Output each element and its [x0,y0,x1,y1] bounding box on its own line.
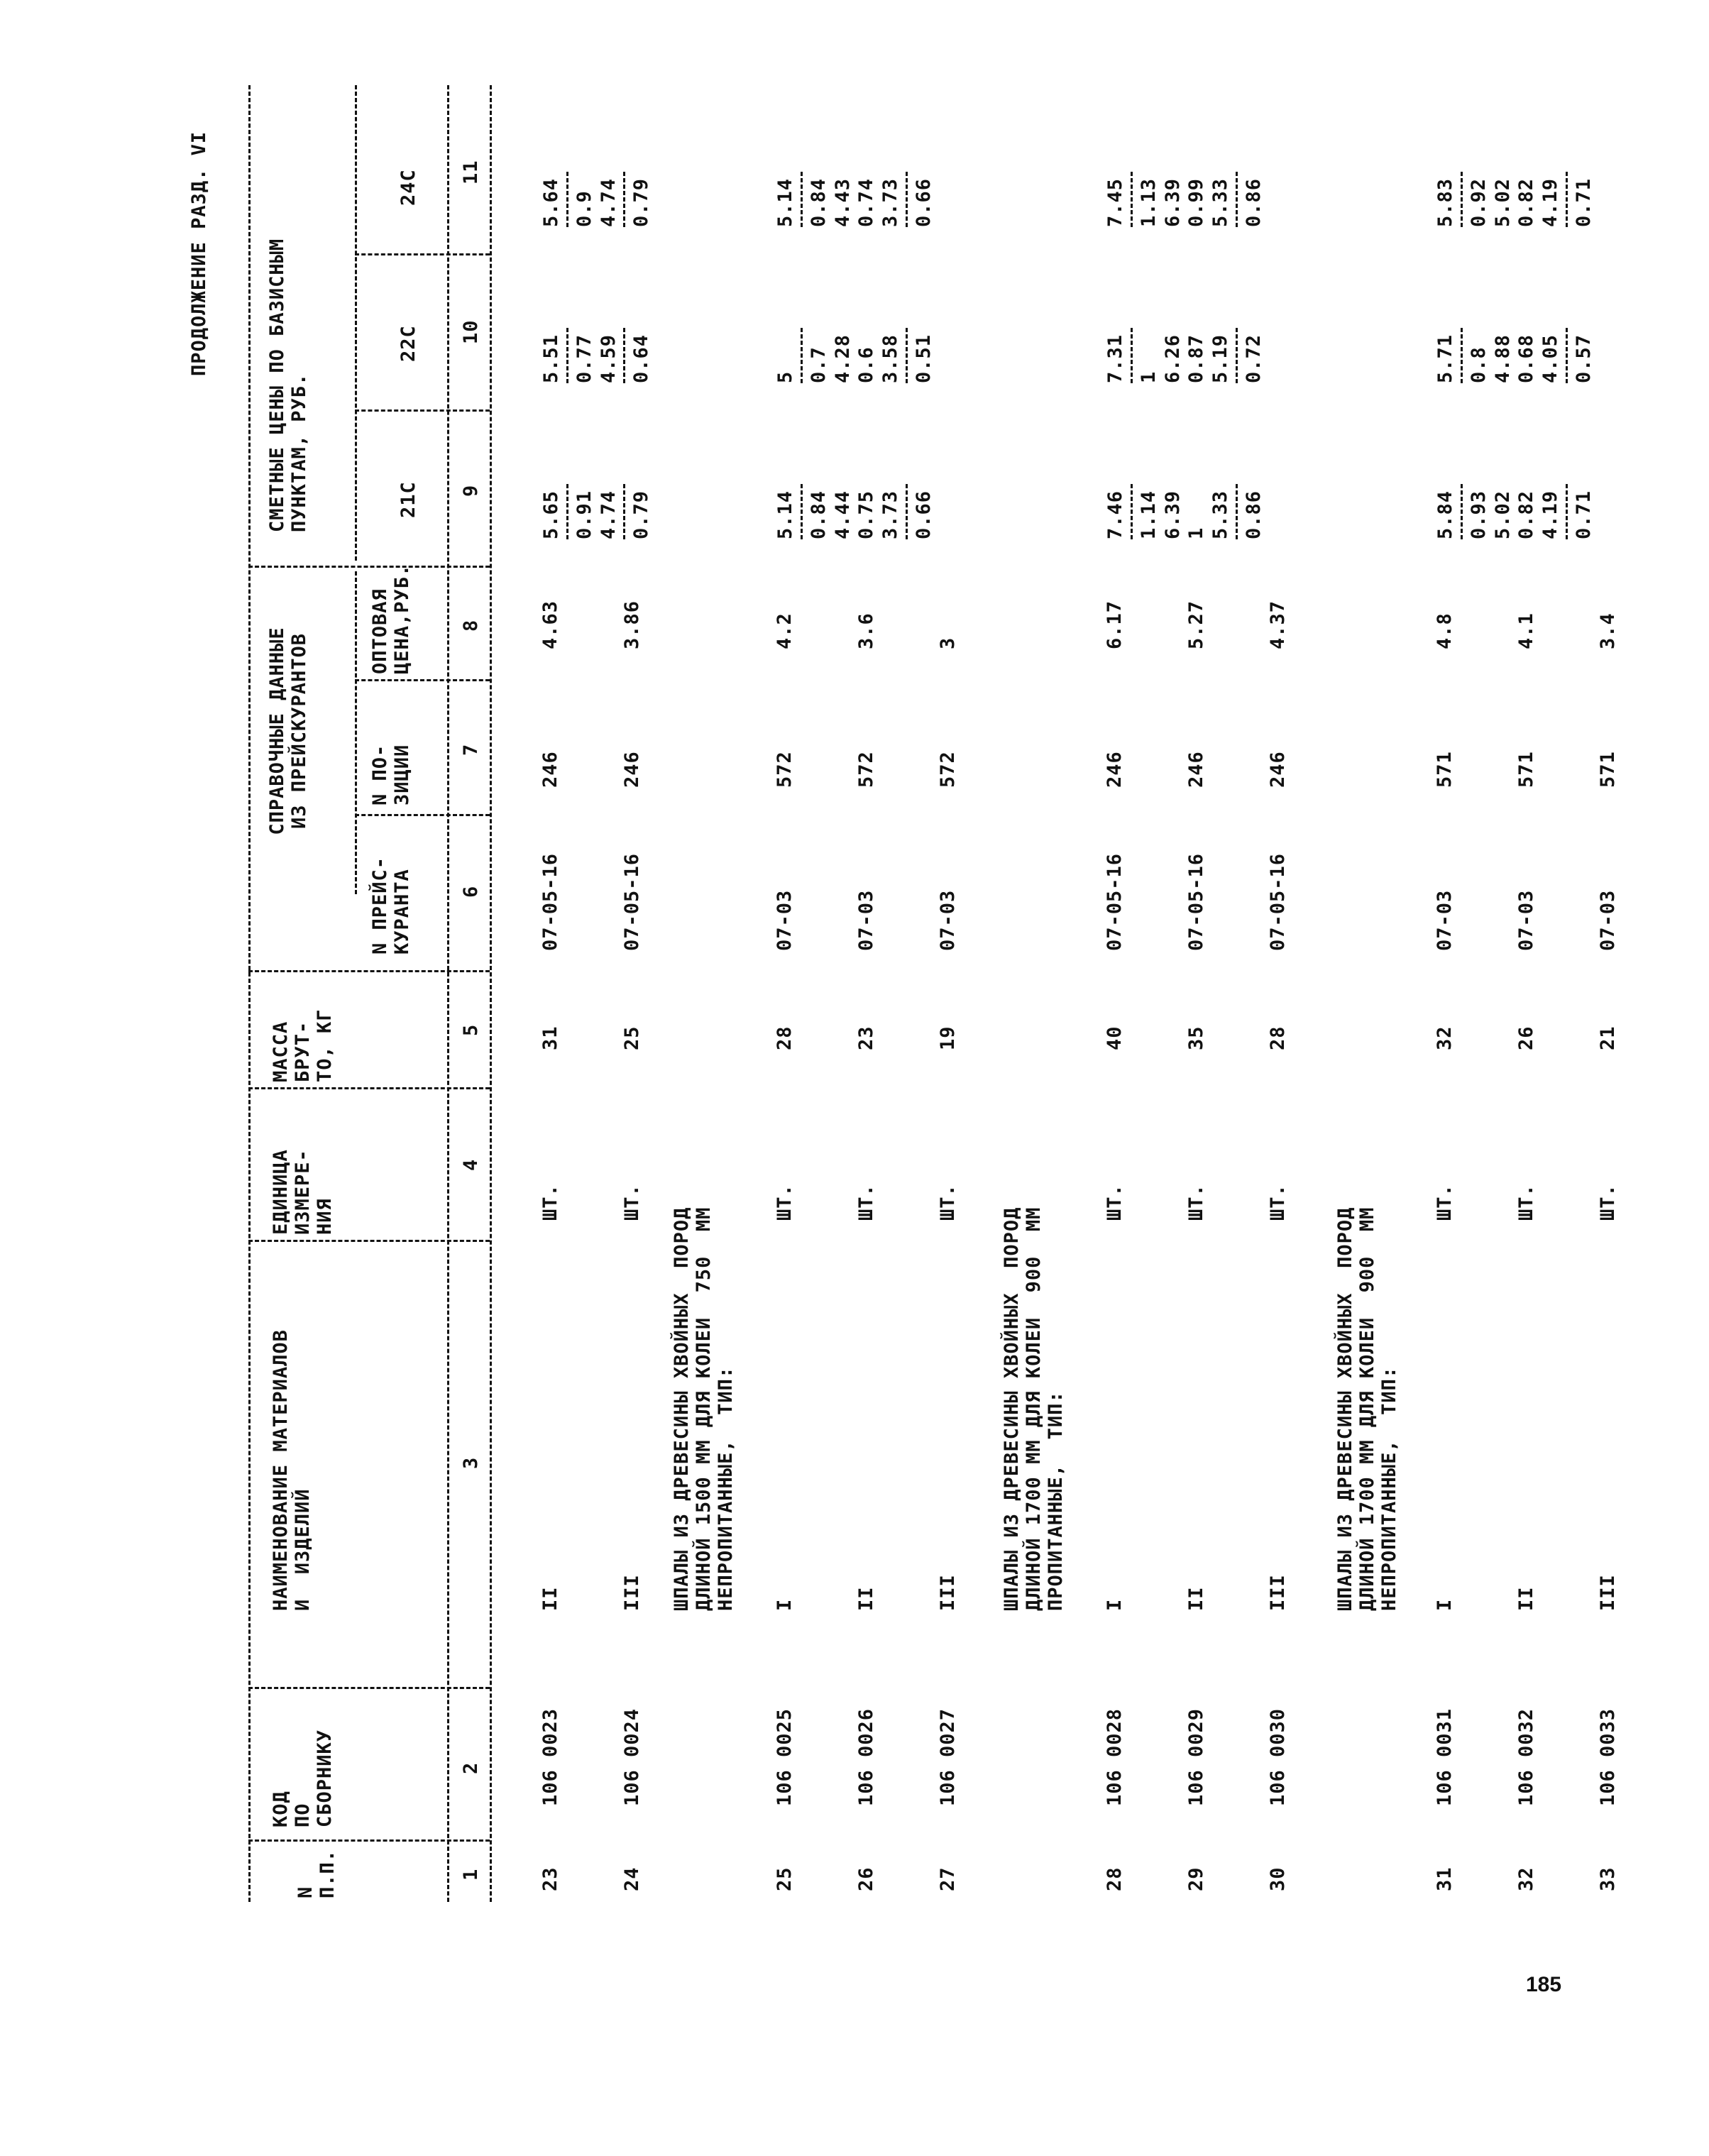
price-value: 6.39 [1161,177,1184,227]
price-separator [1461,484,1463,539]
row-wholesale-price: 4.63 [539,600,561,649]
price-separator [1566,328,1568,383]
price-separator [566,484,568,539]
price-value: 0.66 [912,177,935,227]
price-value: 0.6 [855,346,878,383]
row-position: 572 [774,751,796,788]
price-value: 0.93 [1467,490,1490,539]
price-value: 0.79 [630,490,653,539]
row-pricelist: 07-03 [1515,889,1537,951]
price-value: 0.87 [1185,334,1208,383]
price-value: 4.59 [597,334,620,383]
row-name: II [1515,1586,1537,1611]
row-code: 106 0023 [539,1707,561,1806]
col-sep-5 [248,970,490,972]
price-value: 5.65 [540,490,562,539]
col-sep-7 [355,679,490,681]
price-value: 0.92 [1467,177,1490,227]
price-value: 0.86 [1242,177,1265,227]
row-pricelist: 07-03 [937,889,959,951]
header-col-2: КОД ПО СБОРНИКУ [270,1729,336,1827]
col-num-7: 7 [460,743,482,756]
row-price-22c [774,305,936,383]
row-position: 571 [1434,751,1456,788]
row-number: 26 [855,1866,877,1891]
row-pricelist: 07-03 [1434,889,1456,951]
price-value: 4.43 [831,177,854,227]
price-value: 0.72 [1242,334,1265,383]
row-code: 106 0031 [1434,1707,1456,1806]
row-price-22c [1104,305,1266,383]
header-ref-group: СПРАВОЧНЫЕ ДАННЫЕ ИЗ ПРЕЙСКУРАНТОВ [266,627,311,835]
price-value: 0.68 [1515,334,1538,383]
price-value: 0.51 [912,334,935,383]
price-value: 5.33 [1209,490,1231,539]
price-value: 3.73 [879,490,901,539]
row-price-21c [539,461,654,539]
row-mass: 35 [1185,1025,1207,1050]
header-col-10: 22С [397,325,419,362]
row-unit: ШТ. [937,1184,959,1221]
price-value: 5.33 [1209,177,1231,227]
row-mass: 28 [774,1025,796,1050]
header-col-5: МАССА БРУТ- ТО, КГ [270,1008,336,1082]
row-number: 27 [937,1866,959,1891]
row-price-24c [774,149,936,227]
header-col-1: N П.П. [295,1849,339,1898]
price-separator [906,484,908,539]
price-separator [1131,484,1133,539]
price-value: 5.83 [1434,177,1456,227]
price-value: 0.71 [1572,490,1595,539]
price-separator [801,172,803,227]
col-num-3: 3 [460,1456,482,1469]
price-value: 7.46 [1104,490,1126,539]
price-value: 0.64 [630,334,653,383]
price-value: 5 [774,370,796,383]
row-code: 106 0028 [1104,1707,1126,1806]
row-code: 106 0033 [1597,1707,1619,1806]
price-separator [623,172,625,227]
row-code: 106 0027 [937,1707,959,1806]
header-col-11: 24С [397,169,419,206]
col-num-11: 11 [460,160,482,185]
row-mass: 25 [621,1025,643,1050]
row-pricelist: 07-03 [774,889,796,951]
row-price-22c [539,305,654,383]
ref-group-rule [355,571,357,894]
header-col-6: N ПРЕЙС- КУРАНТА [369,856,414,955]
table-header-rule [447,85,449,1902]
row-unit: ШТ. [539,1184,561,1221]
row-wholesale-price: 6.17 [1104,600,1126,649]
header-col-7: N ПО- ЗИЦИИ [369,744,414,805]
col-sep-2 [248,1687,490,1689]
price-value: 0.82 [1515,490,1538,539]
price-value: 0.57 [1572,334,1595,383]
price-separator [1461,172,1463,227]
col-sep-10 [355,253,490,255]
col-sep-6 [355,814,490,816]
price-value: 4.19 [1539,490,1561,539]
row-unit: ШТ. [1597,1184,1619,1221]
price-value: 0.66 [912,490,935,539]
page-number: 185 [1526,1973,1562,1996]
section-title-1: ШПАЛЫ ИЗ ДРЕВЕСИНЫ ХВОЙНЫХ ПОРОД ДЛИНОЙ 1500 ММ ДЛЯ КОЛЕИ 750 ММ НЕПРОПИТАННЫЕ, ТИП: [671,1206,737,1611]
col-num-2: 2 [460,1761,482,1774]
price-value: 4.28 [831,334,854,383]
row-wholesale-price: 3.86 [621,600,643,649]
price-separator [1131,172,1133,227]
row-code: 106 0024 [621,1707,643,1806]
price-value: 3.58 [879,334,901,383]
price-separator [1236,484,1238,539]
price-separator [906,172,908,227]
row-wholesale-price: 4.37 [1267,600,1289,649]
price-separator [623,484,625,539]
header-col-9: 21С [397,481,419,518]
row-unit: ШТ. [774,1184,796,1221]
col-num-9: 9 [460,484,482,497]
price-value: 0.9 [573,190,595,227]
row-price-24c [1104,149,1266,227]
table-top-rule [248,85,251,1902]
row-name: III [621,1574,643,1611]
header-col-4: ЕДИНИЦА ИЗМЕРЕ- НИЯ [270,1149,336,1235]
row-price-21c [1434,461,1596,539]
col-num-4: 4 [460,1158,482,1171]
price-value: 5.02 [1491,177,1514,227]
row-unit: ШТ. [621,1184,643,1221]
row-number: 31 [1434,1866,1456,1891]
price-value: 4.74 [597,490,620,539]
price-value: 1.14 [1137,490,1160,539]
col-num-8: 8 [460,619,482,632]
price-value: 0.82 [1515,177,1538,227]
row-unit: ШТ. [1267,1184,1289,1221]
row-wholesale-price: 3 [937,637,959,649]
row-mass: 26 [1515,1025,1537,1050]
row-name: III [937,1574,959,1611]
row-pricelist: 07-05-16 [621,852,643,951]
price-value: 0.75 [855,490,878,539]
price-value: 0.86 [1242,490,1265,539]
row-code: 106 0025 [774,1707,796,1806]
row-pricelist: 07-05-16 [1104,852,1126,951]
price-value: 6.26 [1161,334,1184,383]
section-title-3: ШПАЛЫ ИЗ ДРЕВЕСИНЫ ХВОЙНЫХ ПОРОД ДЛИНОЙ 1700 ММ ДЛЯ КОЛЕИ 900 ММ НЕПРОПИТАННЫЕ, ТИП: [1334,1206,1401,1611]
price-separator [1131,328,1133,383]
header-col-8: ОПТОВАЯ ЦЕНА,РУБ. [369,563,414,674]
col-sep-9 [355,409,490,412]
col-num-1: 1 [460,1868,482,1881]
price-separator [566,328,568,383]
row-pricelist: 07-05-16 [539,852,561,951]
price-value: 1 [1137,370,1160,383]
row-position: 572 [855,751,877,788]
row-unit: ШТ. [1104,1184,1126,1221]
row-number: 24 [621,1866,643,1891]
price-value: 0.84 [807,177,830,227]
row-code: 106 0029 [1185,1707,1207,1806]
price-separator [566,172,568,227]
price-separator [906,328,908,383]
price-separator [1566,484,1568,539]
row-pricelist: 07-03 [855,889,877,951]
row-price-22c [1434,305,1596,383]
row-pricelist: 07-03 [1597,889,1619,951]
row-mass: 19 [937,1025,959,1050]
price-value: 0.74 [855,177,878,227]
col-num-6: 6 [460,885,482,898]
row-name: II [855,1586,877,1611]
price-value: 0.7 [807,346,830,383]
row-price-24c [1434,149,1596,227]
price-value: 4.44 [831,490,854,539]
row-unit: ШТ. [855,1184,877,1221]
price-value: 7.45 [1104,177,1126,227]
row-pricelist: 07-05-16 [1185,852,1207,951]
price-value: 4.05 [1539,334,1561,383]
row-price-24c [539,149,654,227]
row-code: 106 0032 [1515,1707,1537,1806]
price-value: 1.13 [1137,177,1160,227]
price-value: 0.99 [1185,177,1208,227]
price-value: 5.02 [1491,490,1514,539]
table-numbering-rule [490,85,492,1902]
row-unit: ШТ. [1185,1184,1207,1221]
row-name: III [1597,1574,1619,1611]
row-position: 246 [1185,751,1207,788]
row-mass: 23 [855,1025,877,1050]
price-value: 6.39 [1161,490,1184,539]
page-header: ПРОДОЛЖЕНИЕ РАЗД. VI [188,131,210,376]
row-position: 572 [937,751,959,788]
row-mass: 31 [539,1025,561,1050]
row-position: 246 [1104,751,1126,788]
row-mass: 28 [1267,1025,1289,1050]
row-number: 29 [1185,1866,1207,1891]
price-value: 0.91 [573,490,595,539]
row-name: I [1104,1598,1126,1611]
price-value: 4.19 [1539,177,1561,227]
price-separator [801,484,803,539]
price-separator [1566,172,1568,227]
price-value: 0.84 [807,490,830,539]
col-sep-4 [248,1087,490,1089]
row-mass: 40 [1104,1025,1126,1050]
price-value: 5.71 [1434,334,1456,383]
price-value: 0.77 [573,334,595,383]
row-code: 106 0030 [1267,1707,1289,1806]
row-price-21c [774,461,936,539]
col-num-5: 5 [460,1023,482,1036]
price-value: 4.74 [597,177,620,227]
price-separator [623,328,625,383]
row-number: 30 [1267,1866,1289,1891]
header-col-3: НАИМЕНОВАНИЕ МАТЕРИАЛОВ И ИЗДЕЛИЙ [270,1329,314,1611]
row-wholesale-price: 5.27 [1185,600,1207,649]
row-wholesale-price: 4.8 [1434,612,1456,649]
row-wholesale-price: 3.6 [855,612,877,649]
row-name: II [539,1586,561,1611]
price-separator [801,328,803,383]
row-name: I [1434,1598,1456,1611]
price-group-rule [355,85,357,561]
col-sep-3 [248,1240,490,1242]
price-value: 5.19 [1209,334,1231,383]
price-separator [1461,328,1463,383]
row-number: 32 [1515,1866,1537,1891]
price-value: 0.71 [1572,177,1595,227]
price-value: 1 [1185,527,1208,539]
row-unit: ШТ. [1515,1184,1537,1221]
price-value: 5.14 [774,177,796,227]
price-value: 7.31 [1104,334,1126,383]
price-value: 5.51 [540,334,562,383]
row-position: 246 [621,751,643,788]
row-mass: 21 [1597,1025,1619,1050]
row-position: 571 [1597,751,1619,788]
row-number: 33 [1597,1866,1619,1891]
row-position: 571 [1515,751,1537,788]
row-name: I [774,1598,796,1611]
section-title-2: ШПАЛЫ ИЗ ДРЕВЕСИНЫ ХВОЙНЫХ ПОРОД ДЛИНОЙ 1700 ММ ДЛЯ КОЛЕИ 900 ММ ПРОПИТАННЫЕ, ТИП: [1001,1206,1067,1611]
row-number: 28 [1104,1866,1126,1891]
col-num-10: 10 [460,319,482,344]
price-value: 5.14 [774,490,796,539]
row-name: II [1185,1586,1207,1611]
row-wholesale-price: 3.4 [1597,612,1619,649]
row-position: 246 [539,751,561,788]
row-wholesale-price: 4.1 [1515,612,1537,649]
col-sep-1 [248,1839,490,1842]
row-price-21c [1104,461,1266,539]
header-price-group: СМЕТНЫЕ ЦЕНЫ ПО БАЗИСНЫМ ПУНКТАМ, РУБ. [266,238,311,532]
price-value: 0.79 [630,177,653,227]
row-position: 246 [1267,751,1289,788]
price-value: 5.64 [540,177,562,227]
price-separator [1236,328,1238,383]
price-value: 5.84 [1434,490,1456,539]
row-mass: 32 [1434,1025,1456,1050]
row-number: 23 [539,1866,561,1891]
row-name: III [1267,1574,1289,1611]
price-value: 0.8 [1467,346,1490,383]
row-unit: ШТ. [1434,1184,1456,1221]
row-pricelist: 07-05-16 [1267,852,1289,951]
price-value: 4.88 [1491,334,1514,383]
price-separator [1236,172,1238,227]
price-value: 3.73 [879,177,901,227]
row-number: 25 [774,1866,796,1891]
row-code: 106 0026 [855,1707,877,1806]
row-wholesale-price: 4.2 [774,612,796,649]
